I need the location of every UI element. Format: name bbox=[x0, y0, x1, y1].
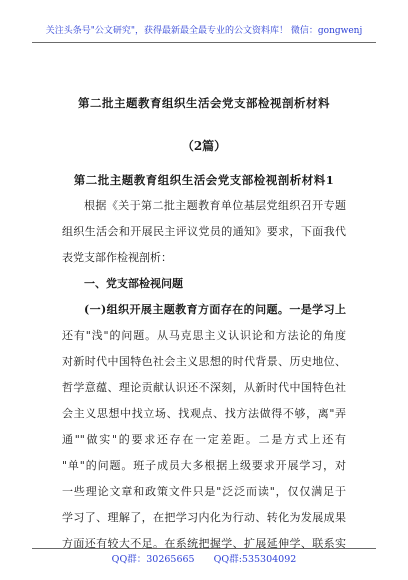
body-line: 还有"浅"的问题。从马克思主义认识论和方法论的角度 bbox=[62, 329, 346, 342]
body-line: 根据《关于第二批主题教育单位基层党组织召开专题 bbox=[84, 199, 346, 212]
body-line: 通""做实"的要求还存在一定差距。二是方式上还有 bbox=[62, 433, 346, 446]
body-line: 学习了、理解了，在把学习内化为行动、转化为发展成果 bbox=[62, 511, 346, 524]
section-heading: 一、党支部检视问题 bbox=[84, 277, 183, 290]
footer-qq-group-1: QQ群：30265665 bbox=[111, 554, 195, 565]
body-line: 哲学意蕴、理论贡献认识还不深刻，从新时代中国特色社 bbox=[62, 381, 346, 394]
body-line: 一些理论文章和政策文件只是"泛泛而读"，仅仅满足于 bbox=[62, 485, 346, 498]
document-subtitle: 第二批主题教育组织生活会党支部检视剖析材料1 bbox=[73, 173, 335, 187]
page-footer bbox=[32, 548, 376, 569]
body-line: 会主义思想中找立场、找观点、找方法做得不够，离"弄 bbox=[62, 407, 346, 420]
body-line: 表党支部作检视剖析： bbox=[62, 251, 172, 264]
body-line: "单"的问题。班子成员大多根据上级要求开展学习，对 bbox=[62, 459, 346, 472]
body-line: 组织生活会和开展民主评议党员的通知》要求，下面我代 bbox=[62, 225, 346, 238]
footer-qq-group-2: QQ群:535304092 bbox=[213, 554, 297, 565]
document-body bbox=[62, 193, 346, 557]
body-line: (一)组织开展主题教育方面存在的问题。一是学习上 bbox=[84, 303, 346, 316]
page-header bbox=[32, 20, 376, 43]
document-title: 第二批主题教育组织生活会党支部检视剖析材料 bbox=[78, 96, 330, 110]
header-notice: 关注头条号"公文研究"，获得最新最全最专业的公文资料库！ 微信：gongwenj bbox=[45, 26, 363, 36]
document-count: （2篇） bbox=[181, 139, 227, 153]
body-line: 对新时代中国特色社会主义思想的时代背景、历史地位、 bbox=[62, 355, 346, 368]
body-line: 方面还有较大不足。在系统把握学、扩展延伸学、联系实 bbox=[62, 537, 346, 550]
